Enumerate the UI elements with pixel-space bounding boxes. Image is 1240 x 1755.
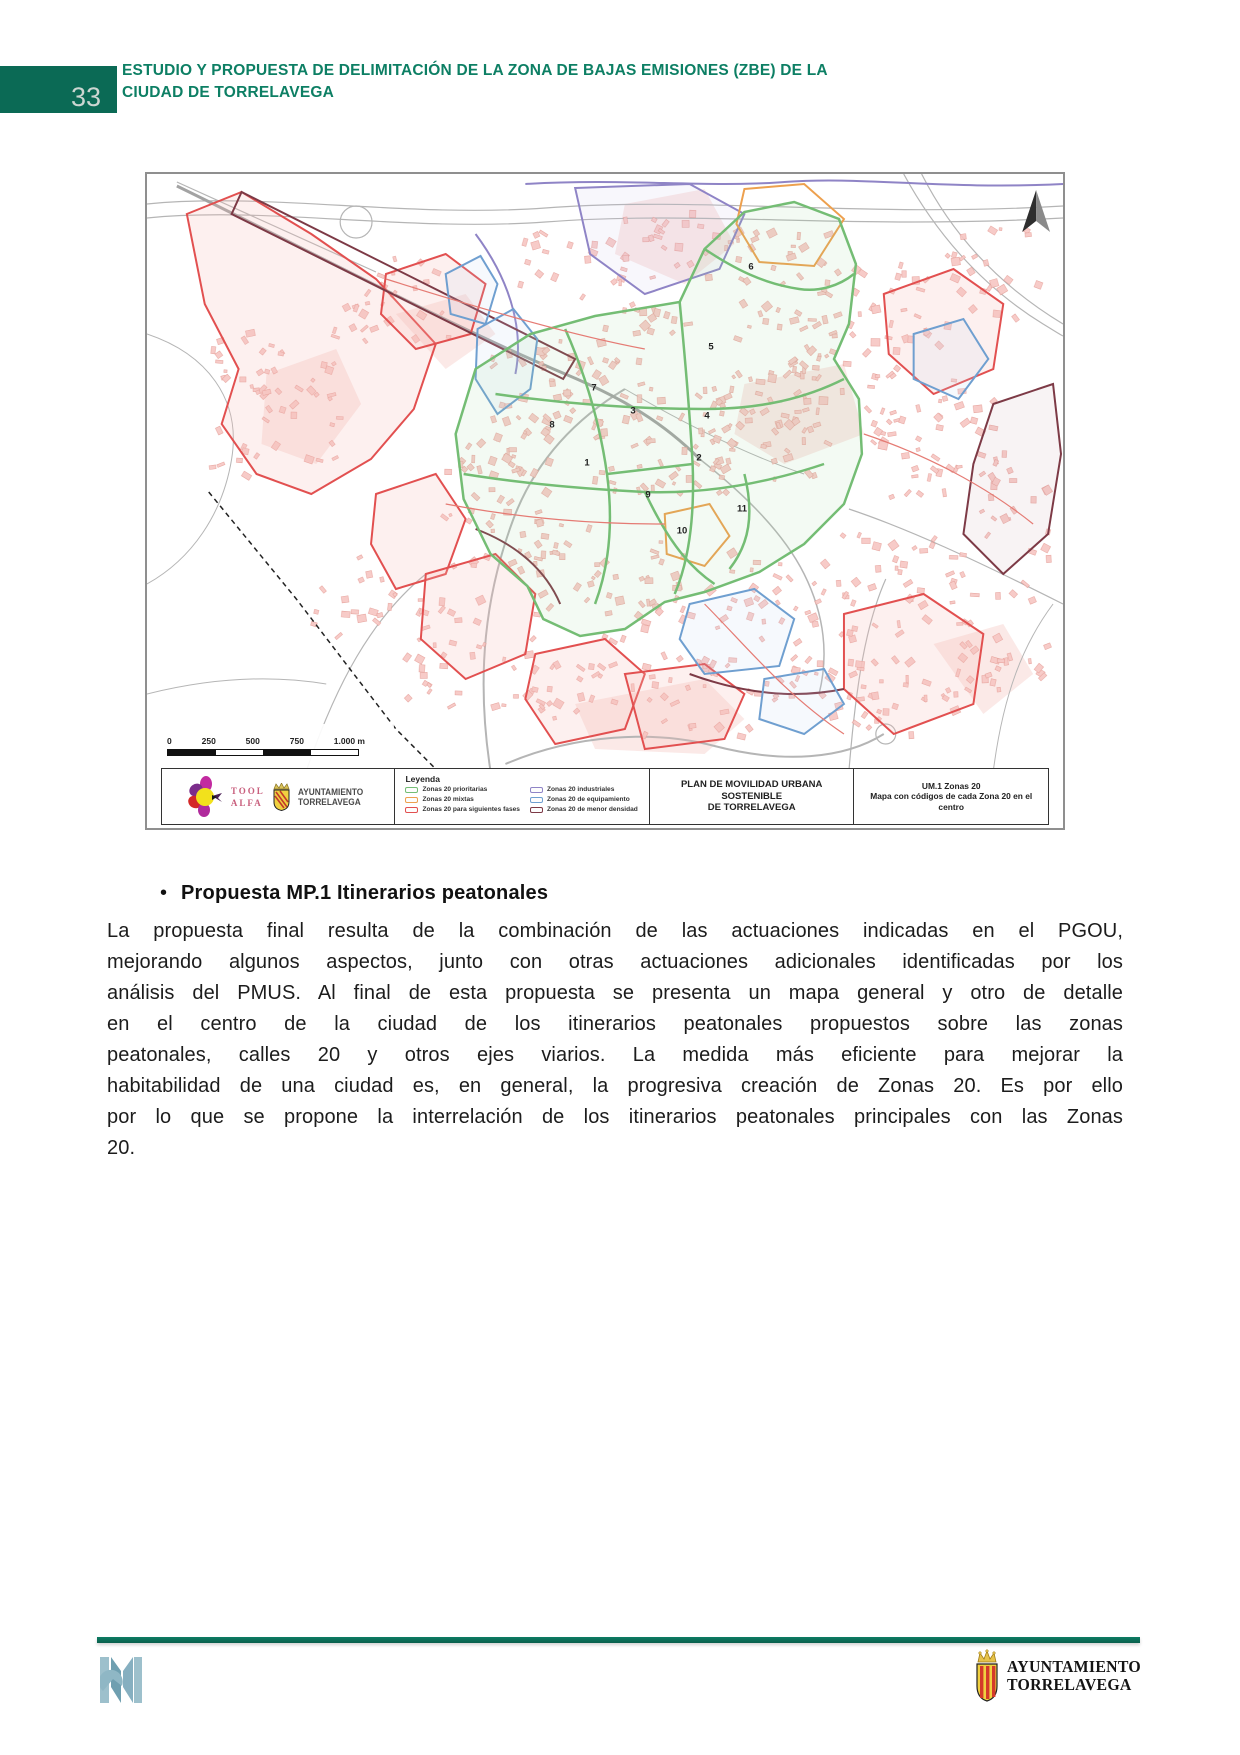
sheet-title-box: [853, 768, 1049, 825]
legend-column-1: [405, 786, 519, 813]
legend-item: [530, 806, 641, 813]
legend-label: Zonas 20 prioritarias: [422, 786, 488, 793]
plan-title-box: [649, 768, 855, 825]
legend-item: [405, 786, 519, 793]
paragraph-line: La propuesta final resulta de la combinación de las actuaciones indicadas en el PGOU,: [107, 920, 1123, 942]
scalebar-tick: 0: [167, 736, 172, 746]
north-arrow-icon: [1022, 190, 1050, 232]
legend-label: Zonas 20 de equipamiento: [546, 796, 630, 803]
body-paragraph: [107, 916, 1123, 1164]
alfa-label: ALFA: [230, 797, 263, 808]
zone-number: 9: [645, 489, 651, 501]
paragraph-line: en el centro de la ciudad de los itinerarios peatonales propuestos sobre las zonas: [107, 1013, 1123, 1035]
map-legend: [394, 768, 649, 825]
zone-number: 11: [736, 503, 748, 515]
page-title-line2: CIUDAD DE TORRELAVEGA: [122, 84, 335, 101]
tool-alfa-flower-logo: [188, 776, 224, 818]
map-figure: [145, 172, 1065, 830]
ayuntamiento-label: AYUNTAMIENTO: [297, 786, 363, 797]
page-title: [122, 60, 828, 104]
legend-swatch: [405, 807, 418, 813]
footer-ayuntamiento-label: AYUNTAMIENTO: [1007, 1656, 1141, 1676]
legend-swatch: [530, 797, 543, 803]
legend-swatch: [405, 797, 418, 803]
map-logos-box: [161, 768, 395, 825]
zone-number: 4: [704, 410, 710, 422]
plan-title-line1: PLAN DE MOVILIDAD URBANA: [680, 779, 823, 791]
legend-label: Zonas 20 mixtas: [422, 796, 474, 803]
legend-swatch: [530, 807, 543, 813]
tool-label: TOOL: [230, 785, 265, 796]
paragraph-line: habitabilidad de una ciudad es, en general, la progresiva creación de Zonas 20. Es por ello: [107, 1075, 1123, 1097]
legend-column-2: [530, 786, 641, 813]
paragraph-line: peatonales, calles 20 y otros ejes viarios. La medida más eficiente para mejorar la: [107, 1044, 1123, 1066]
sheet-description-line2: centro: [938, 801, 965, 812]
footer-torrelavega-label: TORRELAVEGA: [1007, 1675, 1132, 1694]
ayuntamiento-wordmark: [298, 787, 363, 807]
zone-number: 5: [708, 341, 714, 353]
legend-title: Leyenda: [405, 774, 440, 784]
zones-map-image: [147, 174, 1063, 769]
page-title-line1: ESTUDIO Y PROPUESTA DE DELIMITACIÓN DE LA ZONA DE BAJAS EMISIONES (ZBE) DE LA: [122, 62, 828, 79]
scalebar-tick: 250: [201, 736, 216, 746]
legend-item: [405, 806, 519, 813]
section-heading-row: [160, 882, 1060, 905]
page-number: 33: [70, 82, 101, 112]
paragraph-line: análisis del PMUS. Al final de esta propuesta se presenta un mapa general y otro de detalle: [107, 982, 1123, 1004]
legend-item: [405, 796, 519, 803]
pmus-logo-icon: [100, 1655, 142, 1705]
legend-label: Zonas 20 industriales: [546, 786, 615, 793]
scalebar-tick: 750: [289, 736, 304, 746]
plan-title-line3: DE TORRELAVEGA: [707, 802, 796, 814]
zone-number: 8: [549, 419, 555, 431]
page-number-box: [0, 66, 117, 113]
legend-label: Zonas 20 de menor densidad: [546, 806, 638, 813]
footer-rule: [97, 1637, 1140, 1643]
legend-swatch: [530, 787, 543, 793]
scalebar-tick: 1.000 m: [333, 736, 365, 746]
scalebar-labels: [167, 736, 365, 746]
scalebar: [167, 736, 365, 756]
zone-number: 3: [630, 405, 636, 417]
zone-number: 6: [748, 261, 754, 273]
torrelavega-crest-icon: [272, 783, 291, 811]
legend-item: [530, 786, 641, 793]
zone-number: 7: [591, 382, 597, 394]
torrelavega-crest-large-icon: [972, 1648, 1002, 1704]
scalebar-bar: [167, 749, 359, 756]
sheet-description-line1: Mapa con códigos de cada Zona 20 en el: [870, 791, 1033, 802]
bullet-glyph: •: [160, 882, 168, 904]
paragraph-line: 20.: [107, 1137, 136, 1159]
tool-alfa-wordmark: [231, 785, 265, 809]
map-title-block: [161, 768, 1049, 825]
plan-title-line2: SOSTENIBLE: [721, 790, 783, 802]
paragraph-line: por lo que se propone la interrelación de los itinerarios peatonales principales con las Zonas: [107, 1106, 1123, 1128]
ayuntamiento-footer-logo: [972, 1648, 1151, 1704]
pmus-logo: [100, 1655, 142, 1710]
legend-label: Zonas 20 para siguientes fases: [422, 806, 520, 813]
zone-number: 1: [584, 457, 590, 469]
ayuntamiento-footer-wordmark: [1007, 1658, 1141, 1695]
zone-number: 10: [676, 525, 688, 537]
legend-swatch: [405, 787, 418, 793]
legend-item: [530, 796, 641, 803]
section-heading: Propuesta MP.1 Itinerarios peatonales: [181, 882, 549, 904]
torrelavega-label: TORRELAVEGA: [297, 796, 361, 807]
scalebar-tick: 500: [245, 736, 260, 746]
zone-number: 2: [696, 452, 702, 464]
paragraph-line: mejorando algunos aspectos, junto con otras actuaciones adicionales identificadas por los: [107, 951, 1123, 973]
sheet-code: UM.1 Zonas 20: [921, 780, 981, 791]
